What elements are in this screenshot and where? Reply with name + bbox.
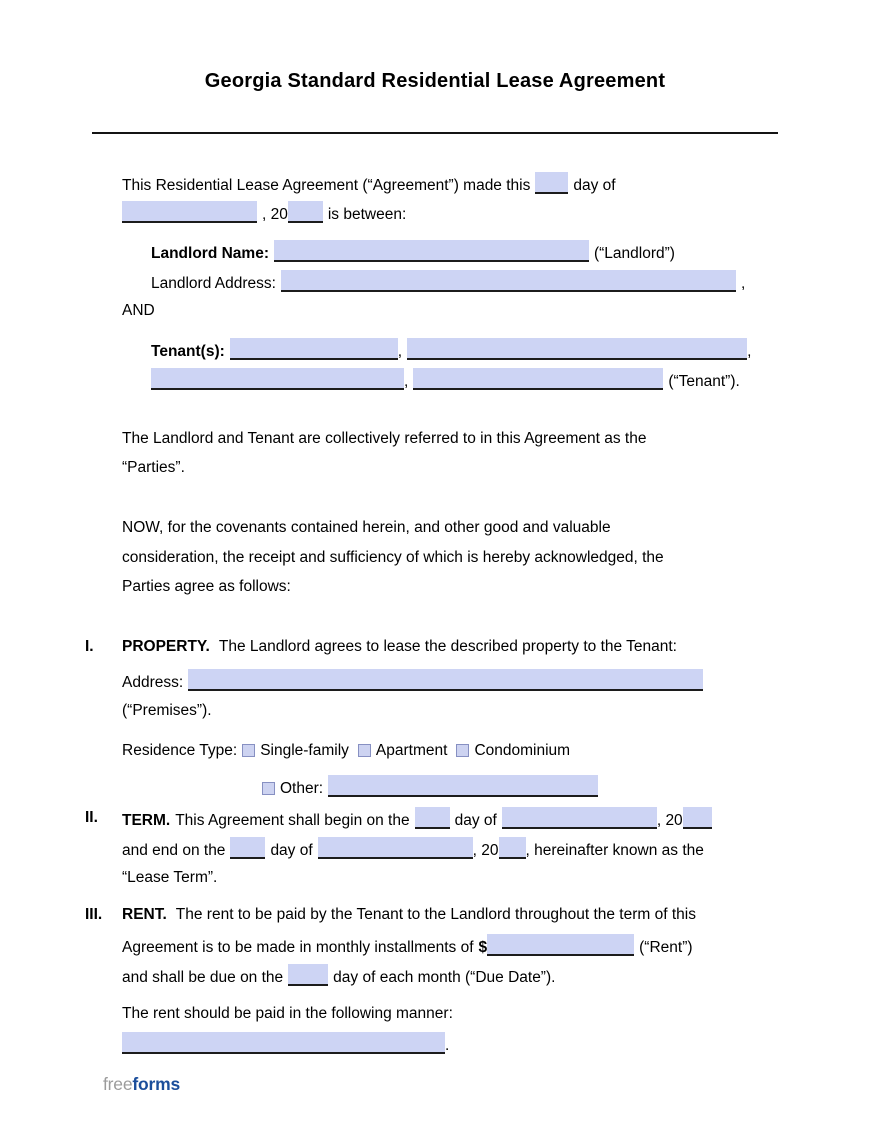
landlord-name-label: Landlord Name: (151, 245, 269, 262)
option-other-label: Other: (280, 780, 324, 797)
now-text-1: NOW, for the covenants contained herein, and other good and valuable (122, 519, 611, 536)
tenant-2-field[interactable] (407, 338, 747, 360)
rent-paren-text: (“Rent”) (639, 939, 693, 956)
payment-manner-blank-line (122, 1032, 449, 1057)
tenant-label: Tenant(s): (151, 343, 225, 360)
option-condominium-label: Condominium (474, 742, 571, 759)
term-comma-20-text-1: , 20 (656, 812, 683, 829)
residence-type-line (122, 740, 570, 762)
payment-manner-field[interactable] (122, 1032, 445, 1054)
term-end-year-field[interactable] (499, 837, 526, 859)
now-text-2: consideration, the receipt and sufficiency of which is hereby acknowledged, the (122, 549, 664, 566)
term-day-of-text-1: day of (454, 812, 497, 829)
rent-heading: RENT. (122, 906, 167, 923)
term-day-of-text-2: day of (270, 842, 313, 859)
landlord-address-comma: , (740, 275, 746, 292)
payment-manner-line (122, 1003, 453, 1025)
now-line-3 (122, 576, 291, 598)
tenant-4-field[interactable] (413, 368, 663, 390)
term-begin-text: This Agreement shall begin on the (175, 812, 410, 829)
rent-line-2 (122, 934, 693, 959)
term-end-day-field[interactable] (230, 837, 265, 859)
title-divider (92, 132, 778, 134)
option-single-family-label: Single-family (260, 742, 349, 759)
section-1-numeral: I. (85, 638, 94, 655)
logo-forms-text: forms (132, 1074, 180, 1094)
lease-term-text: “Lease Term”. (122, 869, 218, 886)
tenant-comma-3: , (404, 373, 409, 390)
freeforms-logo (103, 1074, 180, 1095)
checkbox-apartment[interactable] (358, 744, 371, 757)
landlord-name-line (151, 240, 675, 265)
year-field[interactable] (288, 201, 323, 223)
now-line-1 (122, 517, 611, 539)
term-end-text: and end on the (122, 842, 226, 859)
term-line-2 (122, 837, 704, 862)
residence-type-label: Residence Type: (122, 742, 238, 759)
term-start-month-field[interactable] (502, 807, 657, 829)
property-intro-text: The Landlord agrees to lease the described property to the Tenant: (218, 638, 677, 655)
checkbox-other[interactable] (262, 782, 275, 795)
rent-line-3 (122, 964, 555, 989)
term-comma-20-text-2: , 20 (472, 842, 499, 859)
property-address-field[interactable] (188, 669, 703, 691)
rent-line-1 (122, 904, 696, 926)
option-apartment-label: Apartment (375, 742, 448, 759)
landlord-name-field[interactable] (274, 240, 589, 262)
intro-comma-20-text: , 20 (262, 206, 288, 223)
term-end-month-field[interactable] (318, 837, 473, 859)
premises-line (122, 700, 212, 722)
tenant-line-2 (151, 368, 740, 393)
rent-text-1: The rent to be paid by the Tenant to the Landlord throughout the term of this (175, 906, 696, 923)
other-residence-line (262, 775, 598, 800)
and-line (122, 300, 155, 322)
rent-due-date-text: day of each month (“Due Date”). (333, 969, 556, 986)
landlord-paren-text: (“Landlord”) (593, 245, 675, 262)
term-line-3 (122, 867, 217, 889)
intro-line-2 (122, 201, 406, 226)
intro-day-of-text: day of (573, 177, 616, 194)
landlord-address-label: Landlord Address: (151, 275, 276, 292)
parties-line-2 (122, 457, 185, 479)
parties-text-1: The Landlord and Tenant are collectively referred to in this Agreement as the (122, 430, 647, 447)
tenant-line-1 (151, 338, 751, 363)
intro-is-between-text: is between: (327, 206, 407, 223)
parties-text-2: “Parties”. (122, 459, 185, 476)
tenant-comma-1: , (397, 343, 403, 360)
and-text: AND (122, 302, 155, 319)
tenant-3-field[interactable] (151, 368, 404, 390)
now-text-3: Parties agree as follows: (122, 578, 291, 595)
property-address-label: Address: (122, 674, 184, 691)
rent-text-2: Agreement is to be made in monthly installments of (122, 939, 474, 956)
other-residence-field[interactable] (328, 775, 598, 797)
intro-line-1 (122, 172, 616, 197)
premises-text: (“Premises”). (122, 702, 212, 719)
parties-line-1 (122, 428, 646, 450)
page-title: Georgia Standard Residential Lease Agreement (204, 70, 666, 92)
month-field[interactable] (122, 201, 257, 223)
logo-free-text: free (103, 1074, 133, 1094)
term-start-year-field[interactable] (683, 807, 712, 829)
tenant-comma-2: , (747, 343, 752, 360)
intro-made-this-text: This Residential Lease Agreement (“Agreement”) made this (122, 177, 531, 194)
section-2-numeral: II. (85, 809, 98, 826)
checkbox-condominium[interactable] (456, 744, 469, 757)
tenant-paren-text: (“Tenant”). (668, 373, 740, 390)
rent-due-text: and shall be due on the (122, 969, 284, 986)
property-heading: PROPERTY. (122, 638, 210, 655)
now-line-2 (122, 547, 664, 569)
landlord-address-field[interactable] (281, 270, 736, 292)
payment-manner-text: The rent should be paid in the following manner: (122, 1005, 453, 1022)
term-start-day-field[interactable] (415, 807, 450, 829)
dollar-sign: $ (478, 939, 488, 956)
day-of-month-field[interactable] (535, 172, 568, 194)
term-line-1 (122, 807, 712, 832)
section-3-numeral: III. (85, 906, 103, 923)
property-address-line (122, 669, 703, 694)
landlord-address-line (151, 270, 745, 295)
term-hereinafter-text: , hereinafter known as the (525, 842, 704, 859)
checkbox-single-family[interactable] (242, 744, 255, 757)
rent-amount-field[interactable] (487, 934, 634, 956)
tenant-1-field[interactable] (230, 338, 398, 360)
manner-period-text: . (445, 1037, 450, 1054)
term-heading: TERM. (122, 812, 171, 829)
rent-due-day-field[interactable] (288, 964, 328, 986)
property-heading-line (122, 636, 677, 658)
